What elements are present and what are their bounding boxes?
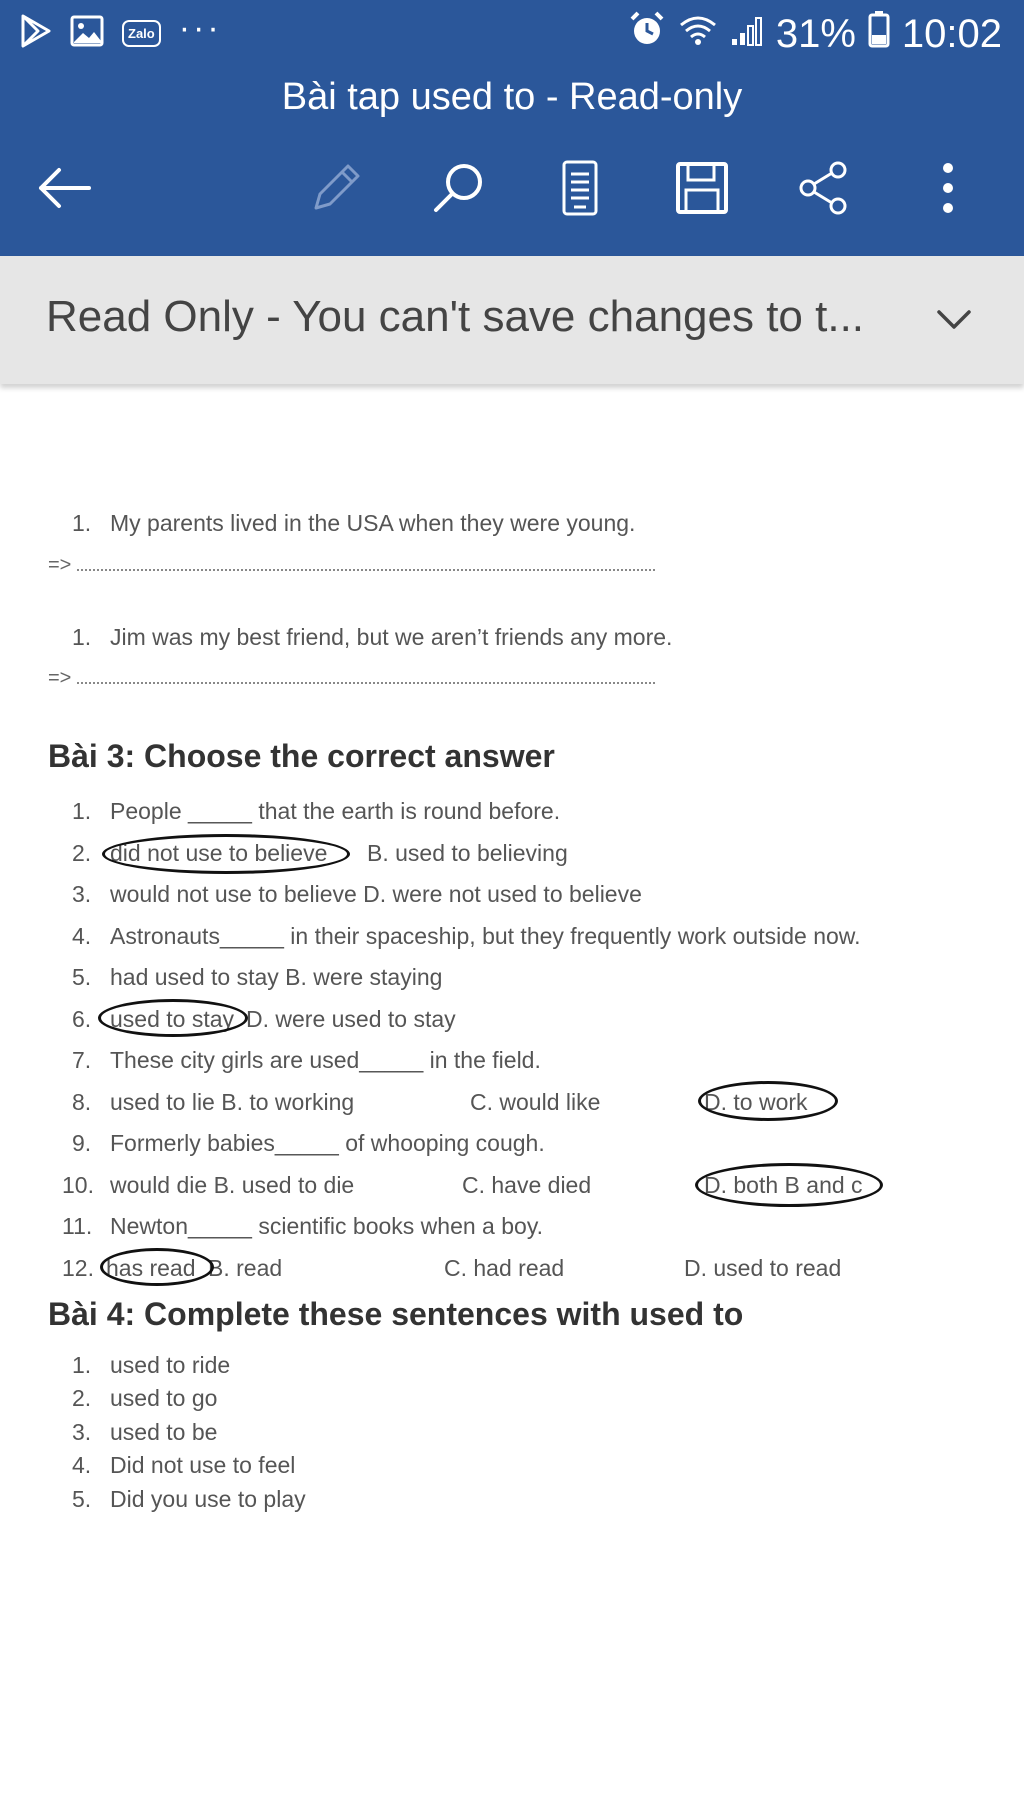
option-d: D. both B and c bbox=[704, 1172, 863, 1198]
option-b: B. used to believing bbox=[367, 840, 568, 866]
more-options-button[interactable] bbox=[908, 150, 988, 230]
share-icon bbox=[796, 160, 852, 221]
option-c: C. would like bbox=[470, 1089, 601, 1115]
more-notifications-icon: ··· bbox=[178, 8, 222, 47]
expand-banner-button[interactable] bbox=[924, 292, 984, 352]
option-d: D. used to read bbox=[684, 1255, 842, 1281]
list-number: 9. bbox=[72, 1130, 92, 1156]
zalo-icon: Zalo bbox=[122, 20, 161, 47]
dotted-blank bbox=[77, 569, 655, 571]
answer-circle bbox=[695, 1163, 883, 1207]
list-number: 3. bbox=[72, 1419, 92, 1445]
question-text: Astronauts_____ in their spaceship, but they frequently work outside now. bbox=[110, 923, 861, 949]
answer-line bbox=[48, 667, 655, 690]
question-text: Formerly babies_____ of whooping cough. bbox=[110, 1130, 545, 1156]
question-text: These city girls are used_____ in the field. bbox=[110, 1047, 541, 1073]
signal-icon bbox=[730, 12, 764, 57]
document-title: Bài tap used to - Read-only bbox=[281, 76, 743, 118]
back-button[interactable] bbox=[24, 150, 104, 230]
answer-arrow: => bbox=[48, 554, 72, 576]
list-number: 3. bbox=[72, 881, 92, 907]
option-c: C. have died bbox=[462, 1172, 592, 1198]
search-button[interactable] bbox=[418, 150, 498, 230]
question-text: had used to stay B. were staying bbox=[110, 964, 443, 990]
list-number: 7. bbox=[72, 1047, 92, 1073]
answer-circle bbox=[100, 1248, 214, 1286]
dotted-blank bbox=[77, 682, 655, 684]
list-number: 2. bbox=[72, 1385, 92, 1411]
list-number: 8. bbox=[72, 1089, 92, 1115]
option-a: used to lie B. to working bbox=[110, 1089, 355, 1115]
alarm-icon bbox=[628, 10, 666, 58]
option-a: did not use to believe bbox=[110, 840, 328, 866]
more-options-icon bbox=[938, 160, 958, 221]
option-c: C. had read bbox=[444, 1255, 565, 1281]
list-number: 12. bbox=[62, 1255, 94, 1281]
question-text: People _____ that the earth is round before. bbox=[110, 798, 561, 824]
answer-text: Did you use to play bbox=[110, 1486, 306, 1512]
answer-text: used to ride bbox=[110, 1352, 231, 1378]
save-icon bbox=[674, 160, 730, 221]
answer-arrow: => bbox=[48, 667, 72, 689]
answer-circle bbox=[698, 1081, 838, 1121]
section-4-heading: Bài 4: Complete these sentences with used to bbox=[48, 1296, 744, 1332]
list-number: 5. bbox=[72, 964, 92, 990]
list-number: 10. bbox=[62, 1172, 94, 1198]
document-page[interactable] bbox=[0, 384, 1024, 1820]
option-a: used to stay bbox=[110, 1006, 235, 1032]
answer-line bbox=[48, 554, 655, 577]
notification-icons bbox=[20, 8, 222, 53]
list-number: 6. bbox=[72, 1006, 92, 1032]
battery-icon bbox=[868, 10, 890, 58]
mobile-view-icon bbox=[560, 160, 600, 221]
list-number: 1. bbox=[72, 798, 92, 824]
save-button[interactable] bbox=[662, 150, 742, 230]
list-number: 11. bbox=[62, 1213, 93, 1239]
option-a: would die B. used to die bbox=[110, 1172, 355, 1198]
section-3-heading: Bài 3: Choose the correct answer bbox=[48, 738, 555, 774]
system-status bbox=[628, 10, 1002, 58]
question-text: Newton_____ scientific books when a boy. bbox=[110, 1213, 544, 1239]
app-bar bbox=[0, 0, 1024, 256]
answer-circle bbox=[102, 834, 350, 874]
toolbar bbox=[0, 150, 1024, 230]
option-d: D. to work bbox=[704, 1089, 808, 1115]
battery-percent: 31% bbox=[775, 11, 856, 56]
share-button[interactable] bbox=[784, 150, 864, 230]
status-bar bbox=[0, 0, 1024, 66]
edit-button[interactable] bbox=[296, 150, 376, 230]
list-number: 1. bbox=[72, 624, 92, 650]
mobile-view-button[interactable] bbox=[540, 150, 620, 230]
list-number: 1. bbox=[72, 510, 92, 536]
sentence-text: My parents lived in the USA when they were young. bbox=[110, 510, 636, 536]
sentence-text: Jim was my best friend, but we aren’t friends any more. bbox=[110, 624, 673, 650]
play-store-icon bbox=[20, 14, 52, 53]
list-number: 1. bbox=[72, 1352, 92, 1378]
search-icon bbox=[430, 160, 486, 221]
option-b: B. read bbox=[208, 1255, 283, 1281]
answer-text: used to go bbox=[110, 1385, 218, 1411]
answer-text: Did not use to feel bbox=[110, 1452, 296, 1478]
list-number: 2. bbox=[72, 840, 92, 866]
list-number: 4. bbox=[72, 923, 92, 949]
option-a: has read bbox=[106, 1255, 196, 1281]
read-only-banner[interactable] bbox=[0, 256, 1024, 384]
wifi-icon bbox=[678, 12, 718, 57]
edit-pencil-icon bbox=[308, 160, 364, 221]
clock-time: 10:02 bbox=[901, 11, 1002, 56]
option-d: D. were used to stay bbox=[246, 1006, 456, 1032]
list-number: 4. bbox=[72, 1452, 92, 1478]
read-only-message: Read Only - You can't save changes to t... bbox=[46, 292, 865, 341]
answer-circle bbox=[98, 999, 248, 1037]
back-arrow-icon bbox=[35, 166, 93, 215]
question-text: would not use to believe D. were not used to believe bbox=[110, 881, 642, 907]
gallery-icon bbox=[70, 15, 104, 52]
list-number: 5. bbox=[72, 1486, 92, 1512]
answer-text: used to be bbox=[110, 1419, 218, 1445]
chevron-down-icon bbox=[936, 309, 972, 336]
